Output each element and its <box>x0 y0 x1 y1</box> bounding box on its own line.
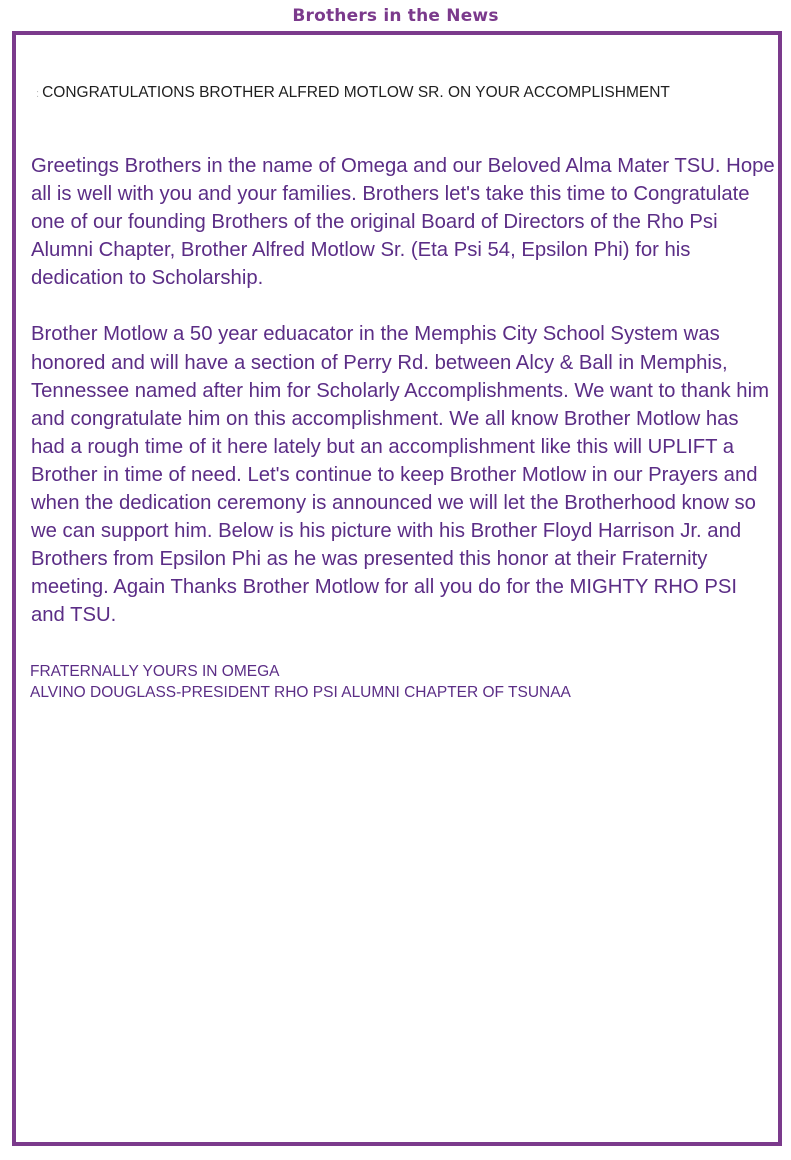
article-paragraph: Greetings Brothers in the name of Omega and our Beloved Alma Mater TSU. Hope all is well with you and your families. Brothers let's take this time to Congratulate one of our founding Brothers of the original Board of Directors of the Rho Psi Alumni Chapter, Brother Alfred Motlow Sr. (Eta Psi 54, Epsilon Phi) for his dedication to Scholarship. <box>31 155 775 290</box>
signature-signer: ALVINO DOUGLASS-PRESIDENT RHO PSI ALUMNI CHAPTER OF TSUNAA <box>30 684 571 701</box>
article-paragraph: Brother Motlow a 50 year eduacator in the Memphis City School System was honored and will have a section of Perry Rd. between Alcy & Ball in Memphis, Tennessee named after him for Scholarly Accomplishments. We want to thank him and congratulate him on this accomplishment. We all know Brother Motlow has had a rough time of it here lately but an accomplishment like this will UPLIFT a Brother in time of need. Let's continue to keep Brother Motlow in our Prayers and when the dedication ceremony is announced we will let the Brotherhood know so we can support him. Below is his picture with his Brother Floyd Harrison Jr. and Brothers from Epsilon Phi as he was presented this honor at their Fraternity meeting. Again Thanks Brother Motlow for all you do for the MIGHTY RHO PSI and TSU. <box>31 323 769 627</box>
article-subject <box>36 84 670 103</box>
bullet-marker-icon: : <box>36 88 40 100</box>
article-signature <box>30 661 571 703</box>
article-body <box>31 152 776 630</box>
page-title: Brothers in the News <box>292 6 499 26</box>
article-frame <box>12 31 782 1146</box>
signature-closing: FRATERNALLY YOURS IN OMEGA <box>30 663 280 680</box>
article-subject-text: CONGRATULATIONS BROTHER ALFRED MOTLOW SR. ON YOUR ACCOMPLISHMENT <box>42 84 670 101</box>
